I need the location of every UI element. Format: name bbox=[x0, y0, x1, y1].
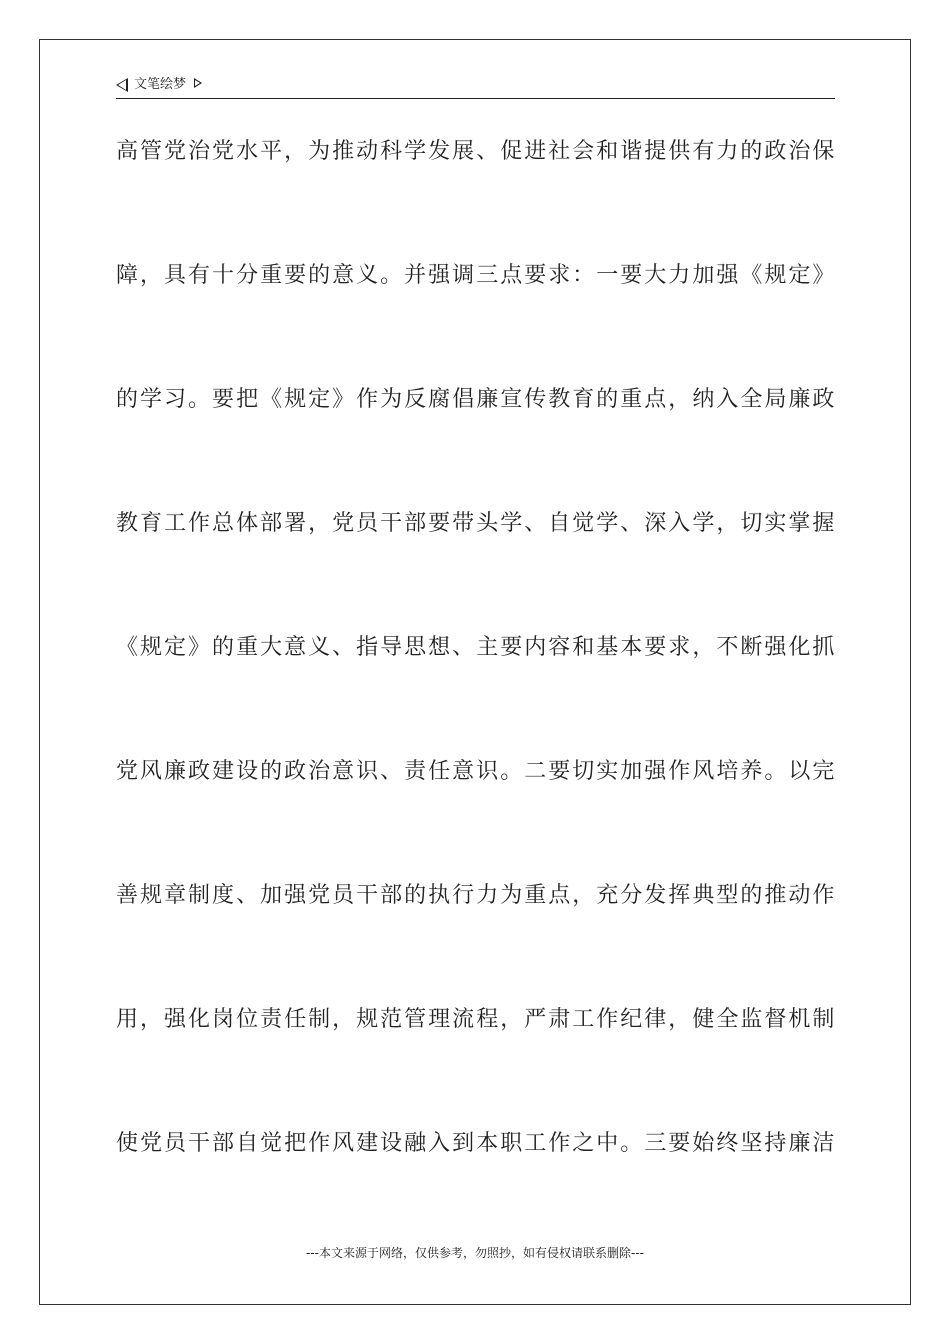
text-line: 党风廉政建设的政治意识、责任意识。二要切实加强作风培养。以完 bbox=[116, 759, 836, 784]
text-line: 障，具有十分重要的意义。并强调三点要求：一要大力加强《规定》 bbox=[116, 263, 836, 288]
page-header bbox=[116, 74, 835, 99]
text-line: 《规定》的重大意义、指导思想、主要内容和基本要求，不断强化抓 bbox=[116, 635, 836, 660]
text-line: 的学习。要把《规定》作为反腐倡廉宣传教育的重点，纳入全局廉政 bbox=[116, 387, 836, 412]
header-brand: 文笔绘梦 bbox=[134, 77, 187, 92]
triangle-left-icon bbox=[116, 78, 128, 92]
text-line: 高管党治党水平，为推动科学发展、促进社会和谐提供有力的政治保 bbox=[116, 139, 836, 164]
text-line: 使党员干部自觉把作风建设融入到本职工作之中。三要始终坚持廉洁 bbox=[116, 1131, 836, 1156]
page-footer: ---本文来源于网络，仅供参考，勿照抄，如有侵权请联系删除--- bbox=[306, 1246, 644, 1260]
text-line: 教育工作总体部署，党员干部要带头学、自觉学、深入学，切实掌握 bbox=[116, 511, 836, 536]
document-body bbox=[116, 130, 836, 1246]
text-line: 善规章制度、加强党员干部的执行力为重点，充分发挥典型的推动作 bbox=[116, 883, 836, 908]
text-line: 用，强化岗位责任制，规范管理流程，严肃工作纪律，健全监督机制 bbox=[116, 1007, 836, 1032]
triangle-right-icon bbox=[194, 78, 202, 88]
